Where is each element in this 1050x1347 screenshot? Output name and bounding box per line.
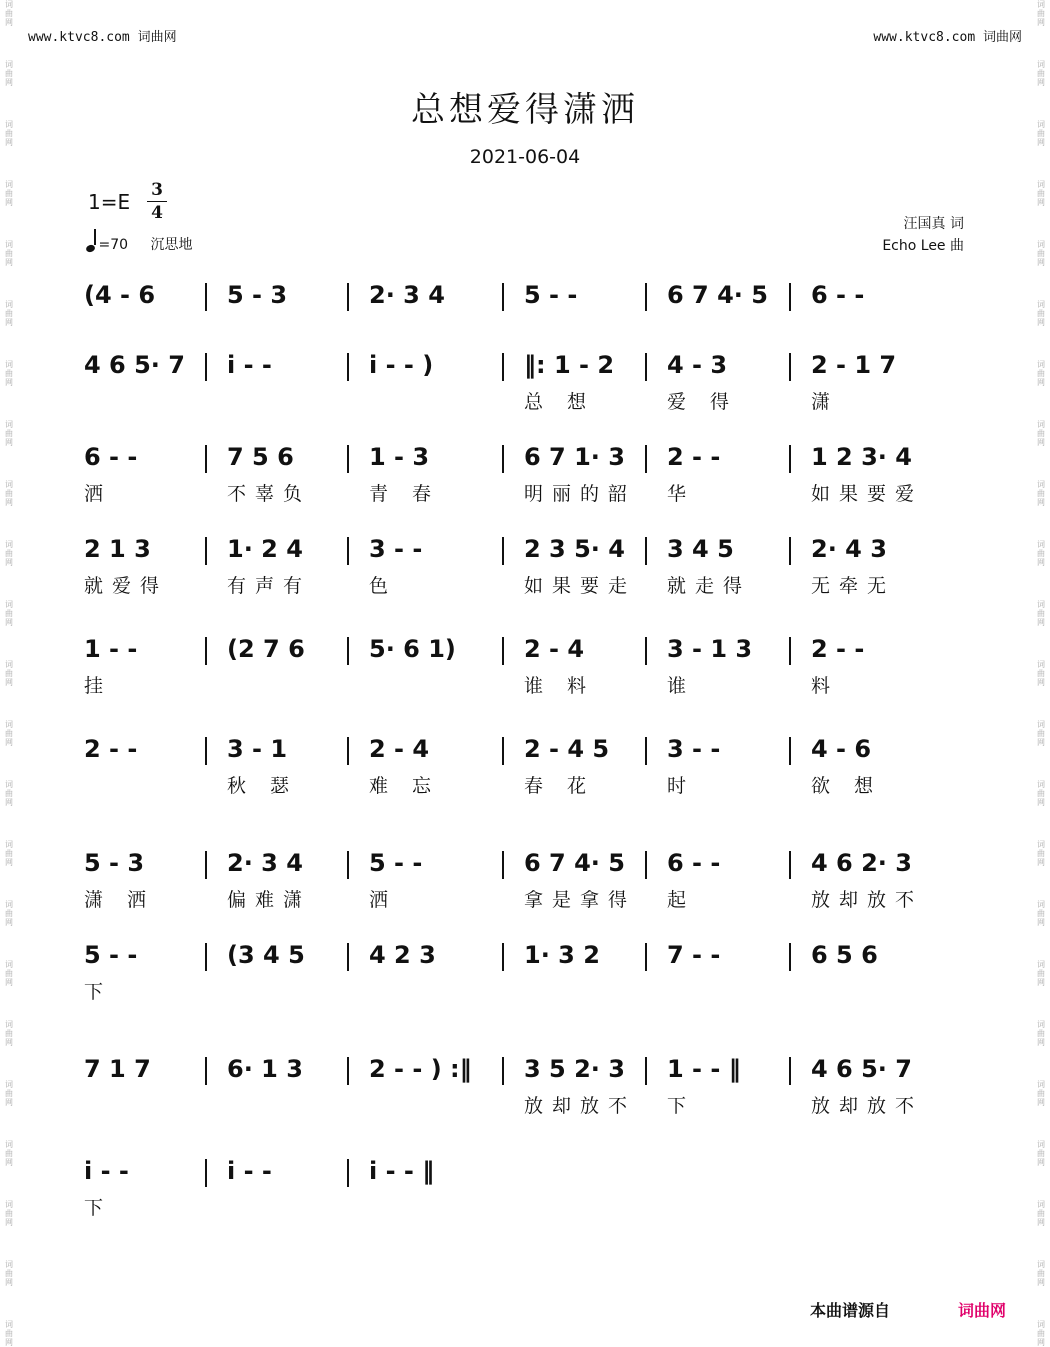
measure-lyrics: 总 想 — [524, 391, 596, 413]
measure-notes: 3 4 5 — [667, 535, 734, 563]
barline — [645, 445, 647, 473]
watermark-tag: 词曲网 — [5, 540, 13, 567]
footer-brand-link[interactable]: 词曲网 — [958, 1301, 1007, 1320]
lyrics-row — [80, 1193, 970, 1223]
watermark-tag: 词曲网 — [1037, 240, 1045, 267]
barline — [347, 445, 349, 473]
measure-notes: 2 - - — [84, 735, 138, 763]
measure-notes: 6 - - — [84, 443, 138, 471]
right-watermark-strip — [1032, 0, 1050, 1347]
notes-row — [80, 1049, 970, 1089]
measure-notes: 5 - 3 — [227, 281, 288, 309]
measure-lyrics: 时 — [667, 775, 696, 797]
watermark-tag: 词曲网 — [5, 660, 13, 687]
watermark-tag: 词曲网 — [5, 420, 13, 447]
barline — [789, 353, 791, 381]
measure-notes: 6 5 6 — [811, 941, 878, 969]
watermark-tag: 词曲网 — [5, 840, 13, 867]
measure-notes: 4 6 5· 7 — [84, 351, 185, 379]
watermark-tag: 词曲网 — [1037, 1320, 1045, 1347]
time-signature-bottom: 4 — [151, 203, 163, 223]
watermark-url: www.ktvc8.com — [873, 30, 976, 45]
song-date: 2021-06-04 — [469, 146, 581, 168]
watermark-tag: 词曲网 — [1037, 1140, 1045, 1167]
barline — [645, 1057, 647, 1085]
lyricist-credit: 汪国真 词 — [903, 216, 964, 232]
barline — [789, 637, 791, 665]
watermark-tag: 词曲网 — [5, 120, 13, 147]
barline — [789, 1057, 791, 1085]
credits — [882, 213, 964, 257]
watermark-tag: 词曲网 — [5, 600, 13, 627]
lyrics-row — [80, 317, 970, 347]
key-signature: 1=E — [88, 190, 131, 214]
barline — [205, 943, 207, 971]
measure-notes: 4 6 2· 3 — [811, 849, 912, 877]
lyrics-row — [80, 671, 970, 701]
barline — [205, 353, 207, 381]
measure-notes: i - - — [227, 351, 272, 379]
footer-source-label: 本曲谱源自 — [810, 1301, 891, 1320]
barline — [789, 851, 791, 879]
measure-notes: 2 1 3 — [84, 535, 151, 563]
barline — [789, 943, 791, 971]
measure-notes: 5 - - — [84, 941, 138, 969]
measure-notes: 2 - 4 5 — [524, 735, 610, 763]
watermark-tag: 词曲网 — [5, 1020, 13, 1047]
measure-lyrics: 洒 — [369, 889, 398, 911]
tempo-description: 沉思地 — [150, 237, 193, 253]
barline — [205, 537, 207, 565]
measure-lyrics: 潇 — [811, 391, 840, 413]
watermark-tag: 词曲网 — [1037, 0, 1045, 27]
watermark-tag: 词曲网 — [1037, 120, 1045, 147]
notes-row — [80, 345, 970, 385]
measure-notes: 2· 3 4 — [369, 281, 445, 309]
lyrics-row — [80, 479, 970, 509]
measure-lyrics: 如果要爱 — [811, 483, 924, 505]
barline — [645, 943, 647, 971]
measure-notes: 3 - - — [667, 735, 721, 763]
watermark-tag: 词曲网 — [1037, 780, 1045, 807]
measure-lyrics: 明丽的韶 — [524, 483, 637, 505]
barline — [789, 445, 791, 473]
measure-lyrics: 春 花 — [524, 775, 596, 797]
barline — [645, 353, 647, 381]
barline — [502, 537, 504, 565]
measure-notes: (4 - 6 — [84, 281, 156, 309]
time-signature — [147, 180, 167, 223]
measure-lyrics: 起 — [667, 889, 696, 911]
measure-lyrics: 秋 瑟 — [227, 775, 299, 797]
watermark-tag: 词曲网 — [1037, 60, 1045, 87]
measure-notes: 1 2 3· 4 — [811, 443, 912, 471]
barline — [205, 851, 207, 879]
measure-notes: 7 - - — [667, 941, 721, 969]
measure-notes: 1· 3 2 — [524, 941, 600, 969]
top-right-watermark — [873, 26, 1022, 45]
measure-notes: 3 - 1 3 — [667, 635, 753, 663]
barline — [205, 737, 207, 765]
watermark-tag: 词曲网 — [5, 180, 13, 207]
barline — [502, 283, 504, 311]
watermark-tag: 词曲网 — [1037, 480, 1045, 507]
measure-notes: 5 - - — [524, 281, 578, 309]
watermark-tag: 词曲网 — [1037, 1260, 1045, 1287]
lyrics-row — [80, 771, 970, 801]
measure-lyrics: 潇 洒 — [84, 889, 156, 911]
measure-notes: 6 7 1· 3 — [524, 443, 625, 471]
barline — [347, 283, 349, 311]
top-left-watermark — [28, 26, 177, 45]
watermark-tag: 词曲网 — [5, 1320, 13, 1347]
watermark-tag: 词曲网 — [1037, 1020, 1045, 1047]
measure-lyrics: 欲 想 — [811, 775, 883, 797]
left-watermark-strip — [0, 0, 18, 1347]
measure-lyrics: 挂 — [84, 675, 113, 697]
watermark-tag: 词曲网 — [5, 1140, 13, 1167]
measure-notes: 2 - - ) :‖ — [369, 1055, 472, 1083]
barline — [347, 737, 349, 765]
measure-notes: 6 - - — [667, 849, 721, 877]
barline — [645, 283, 647, 311]
lyrics-row — [80, 885, 970, 915]
lyrics-row — [80, 1091, 970, 1121]
measure-lyrics: 青 春 — [369, 483, 441, 505]
barline — [645, 637, 647, 665]
barline — [502, 445, 504, 473]
barline — [347, 851, 349, 879]
watermark-tag: 词曲网 — [5, 300, 13, 327]
watermark-tag: 词曲网 — [5, 1080, 13, 1107]
notes-row — [80, 729, 970, 769]
measure-notes: 1 - 3 — [369, 443, 430, 471]
watermark-tag: 词曲网 — [5, 360, 13, 387]
measure-notes: (2 7 6 — [227, 635, 305, 663]
watermark-tag: 词曲网 — [5, 1260, 13, 1287]
measure-notes: 6 - - — [811, 281, 865, 309]
barline — [347, 943, 349, 971]
barline — [205, 1159, 207, 1187]
measure-lyrics: 下 — [84, 981, 113, 1003]
measure-notes: 4 - 6 — [811, 735, 872, 763]
measure-notes: 7 1 7 — [84, 1055, 151, 1083]
measure-lyrics: 下 — [667, 1095, 696, 1117]
barline — [205, 283, 207, 311]
watermark-tag: 词曲网 — [1037, 960, 1045, 987]
watermark-tag: 词曲网 — [1037, 1080, 1045, 1107]
watermark-tag: 词曲网 — [5, 0, 13, 27]
notes-row — [80, 843, 970, 883]
barline — [502, 1057, 504, 1085]
measure-lyrics: 拿是拿得 — [524, 889, 637, 911]
barline — [502, 737, 504, 765]
lyrics-row — [80, 977, 970, 1007]
measure-lyrics: 无牵无 — [811, 575, 896, 597]
notes-row — [80, 1151, 970, 1191]
song-title: 总想爱得潇洒 — [411, 90, 639, 130]
barline — [347, 1159, 349, 1187]
measure-lyrics: 有声有 — [227, 575, 312, 597]
measure-lyrics: 华 — [667, 483, 696, 505]
measure-notes: 4 2 3 — [369, 941, 436, 969]
measure-lyrics: 放却放不 — [811, 1095, 924, 1117]
notes-row — [80, 275, 970, 315]
measure-lyrics: 不辜负 — [227, 483, 312, 505]
barline — [502, 353, 504, 381]
watermark-tag: 词曲网 — [1037, 540, 1045, 567]
measure-notes: ‖: 1 - 2 — [524, 351, 615, 379]
watermark-tag: 词曲网 — [1037, 720, 1045, 747]
measure-notes: i - - ‖ — [369, 1157, 435, 1185]
measure-notes: 2 - 4 — [369, 735, 430, 763]
watermark-tag: 词曲网 — [5, 900, 13, 927]
measure-notes: 2 - - — [667, 443, 721, 471]
measure-notes: 3 5 2· 3 — [524, 1055, 625, 1083]
barline — [645, 737, 647, 765]
measure-notes: 1· 2 4 — [227, 535, 303, 563]
measure-lyrics: 如果要走 — [524, 575, 637, 597]
watermark-tag: 词曲网 — [1037, 1200, 1045, 1227]
watermark-tag: 词曲网 — [1037, 900, 1045, 927]
barline — [205, 445, 207, 473]
watermark-tag: 词曲网 — [1037, 660, 1045, 687]
barline — [502, 943, 504, 971]
measure-notes: i - - — [227, 1157, 272, 1185]
measure-lyrics: 就爱得 — [84, 575, 169, 597]
watermark-tag: 词曲网 — [5, 60, 13, 87]
measure-notes: 2· 4 3 — [811, 535, 887, 563]
measure-notes: 2 3 5· 4 — [524, 535, 625, 563]
barline — [502, 637, 504, 665]
barline — [347, 637, 349, 665]
measure-notes: 3 - 1 — [227, 735, 288, 763]
barline — [645, 851, 647, 879]
measure-lyrics: 爱 得 — [667, 391, 739, 413]
measure-lyrics: 就走得 — [667, 575, 752, 597]
watermark-url: www.ktvc8.com — [28, 30, 130, 45]
watermark-tag: 词曲网 — [5, 960, 13, 987]
barline — [347, 537, 349, 565]
watermark-tag: 词曲网 — [1037, 180, 1045, 207]
watermark-tag: 词曲网 — [5, 1200, 13, 1227]
measure-lyrics: 放却放不 — [524, 1095, 637, 1117]
measure-lyrics: 放却放不 — [811, 889, 924, 911]
measure-lyrics: 难 忘 — [369, 775, 441, 797]
measure-lyrics: 洒 — [84, 483, 113, 505]
measure-lyrics: 下 — [84, 1197, 113, 1219]
watermark-tag: 词曲网 — [1037, 420, 1045, 447]
watermark-tag: 词曲网 — [5, 240, 13, 267]
measure-notes: (3 4 5 — [227, 941, 305, 969]
watermark-site-name: 词曲网 — [137, 30, 177, 45]
measure-notes: 2 - 1 7 — [811, 351, 897, 379]
measure-notes: i - - ) — [369, 351, 434, 379]
measure-notes: 4 6 5· 7 — [811, 1055, 912, 1083]
measure-notes: 6 7 4· 5 — [667, 281, 768, 309]
barline — [789, 537, 791, 565]
lyrics-row — [80, 387, 970, 417]
composer-credit: Echo Lee 曲 — [882, 238, 964, 254]
time-signature-top: 3 — [151, 180, 163, 200]
watermark-tag: 词曲网 — [1037, 360, 1045, 387]
measure-notes: 2 - - — [811, 635, 865, 663]
watermark-tag: 词曲网 — [1037, 300, 1045, 327]
watermark-tag: 词曲网 — [1037, 840, 1045, 867]
measure-lyrics: 偏难潇 — [227, 889, 312, 911]
quarter-note-icon — [85, 244, 96, 254]
watermark-tag: 词曲网 — [5, 480, 13, 507]
barline — [347, 353, 349, 381]
watermark-tag: 词曲网 — [1037, 600, 1045, 627]
measure-notes: 5· 6 1) — [369, 635, 456, 663]
barline — [205, 1057, 207, 1085]
measure-notes: 2 - 4 — [524, 635, 585, 663]
watermark-site-name: 词曲网 — [982, 30, 1022, 45]
measure-notes: 7 5 6 — [227, 443, 294, 471]
measure-notes: 6 7 4· 5 — [524, 849, 625, 877]
barline — [205, 637, 207, 665]
barline — [502, 851, 504, 879]
watermark-tag: 词曲网 — [5, 780, 13, 807]
measure-lyrics: 色 — [369, 575, 398, 597]
notes-row — [80, 629, 970, 669]
measure-notes: 4 - 3 — [667, 351, 728, 379]
measure-notes: i - - — [84, 1157, 129, 1185]
tempo-value: =70 — [98, 237, 129, 253]
barline — [789, 737, 791, 765]
measure-notes: 2· 3 4 — [227, 849, 303, 877]
barline — [645, 537, 647, 565]
watermark-tag: 词曲网 — [5, 720, 13, 747]
barline — [789, 283, 791, 311]
measure-notes: 1 - - — [84, 635, 138, 663]
measure-lyrics: 谁 料 — [524, 675, 596, 697]
measure-notes: 5 - 3 — [84, 849, 145, 877]
measure-notes: 3 - - — [369, 535, 423, 563]
notes-row — [80, 529, 970, 569]
tempo-marking — [86, 233, 193, 254]
measure-notes: 6· 1 3 — [227, 1055, 303, 1083]
measure-notes: 5 - - — [369, 849, 423, 877]
lyrics-row — [80, 571, 970, 601]
notes-row — [80, 437, 970, 477]
barline — [347, 1057, 349, 1085]
measure-notes: 1 - - ‖ — [667, 1055, 741, 1083]
measure-lyrics: 料 — [811, 675, 840, 697]
measure-lyrics: 谁 — [667, 675, 696, 697]
notes-row — [80, 935, 970, 975]
